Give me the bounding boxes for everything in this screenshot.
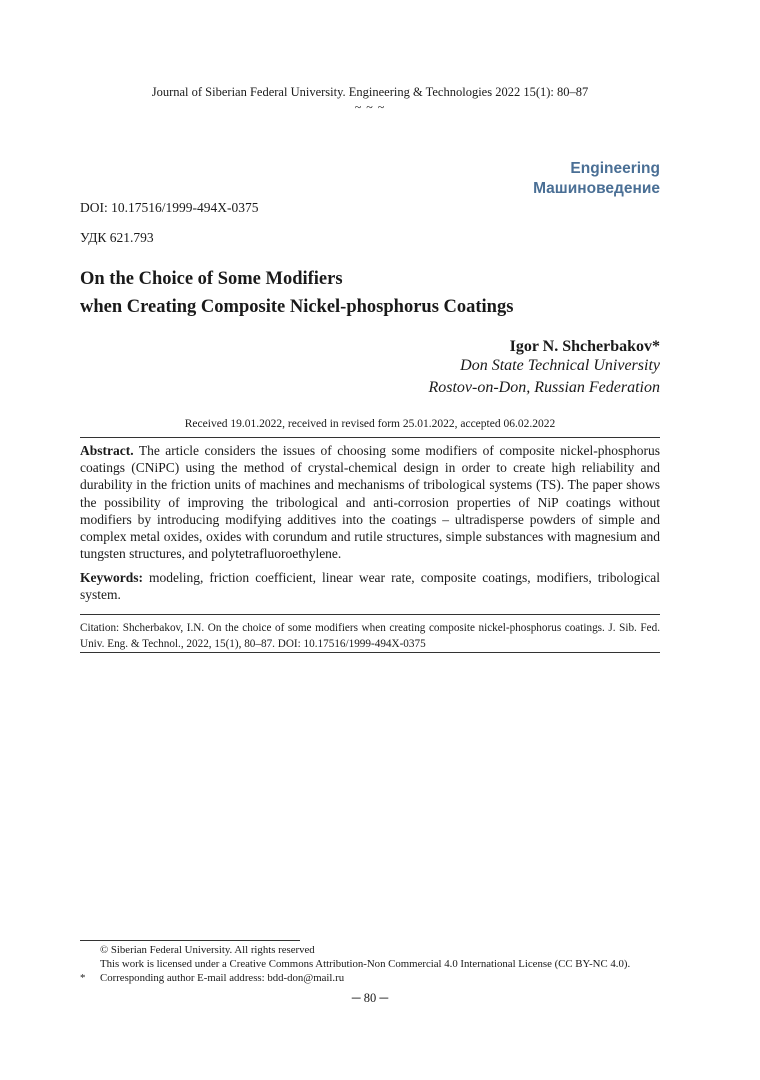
- article-title: [80, 265, 680, 321]
- received-dates: Received 19.01.2022, received in revised form 25.01.2022, accepted 06.02.2022: [184, 418, 556, 430]
- title-line-1: On the Choice of Some Modifiers: [80, 269, 343, 289]
- abstract: [80, 442, 660, 562]
- author-affiliation-institution: Don State Technical University: [460, 357, 660, 374]
- header-ornament: ~ ~ ~: [354, 100, 386, 114]
- footnote-corresponding: [80, 971, 670, 985]
- footnote-license-text: This work is licensed under a Creative Commons Attribution-Non Commercial 4.0 International License (CC BY-NC 4.0).: [100, 958, 631, 970]
- citation: Citation: Shcherbakov, I.N. On the choice of some modifiers when creating composite nickel-phosphorus coatings. J. Sib. Fed. Univ. Eng. & Technol., 2022, 15(1), 80–87. DOI: 10.17516/1999-494X-0375: [80, 622, 660, 650]
- keywords-label: Keywords:: [80, 570, 143, 585]
- divider-top-citation: [80, 614, 660, 615]
- footnote-divider: [80, 940, 300, 941]
- footnote-corresponding-text: Corresponding author E-mail address: bdd-don@mail.ru: [100, 972, 345, 984]
- title-line-2: when Creating Composite Nickel-phosphorus Coatings: [80, 297, 514, 317]
- footnote-asterisk: *: [80, 972, 86, 984]
- author-name: Igor N. Shcherbakov*: [509, 338, 660, 355]
- abstract-text: The article considers the issues of choosing some modifiers of composite nickel-phosphorus coatings (CNiPC) using the method of crystal-chemical design in order to create high reliability and durability in the friction units of machines and mechanisms of tribological systems (TS). The paper shows the possibility of improving the tribological and anti-corrosion properties of NiP coatings without modifiers by introducing modifying additives into the coatings – ultradisperse powders of simple and complex metal oxides, oxides with corundum and rutile structures, simple substances with magnesium and tungsten structures, and polytetrafluoroethylene.: [80, 443, 660, 562]
- divider-top-abstract: [80, 437, 660, 438]
- journal-header: Journal of Siberian Federal University. Engineering & Technologies 2022 15(1): 80–87: [151, 85, 589, 99]
- page-number: ─ 80 ─: [351, 991, 389, 1005]
- author-affiliation-location: Rostov-on-Don, Russian Federation: [428, 379, 660, 396]
- section-label-russian: Машиноведение: [533, 180, 660, 197]
- doi: DOI: 10.17516/1999-494X-0375: [80, 200, 259, 215]
- divider-bottom-citation: [80, 652, 660, 653]
- section-label-english: Engineering: [570, 160, 660, 177]
- keywords: [80, 569, 660, 603]
- footnote-copyright: [80, 943, 670, 957]
- udk: УДК 621.793: [80, 230, 154, 245]
- footnote-copyright-text: © Siberian Federal University. All rights reserved: [100, 944, 315, 956]
- abstract-label: Abstract.: [80, 443, 134, 458]
- keywords-text: modeling, friction coefficient, linear wear rate, composite coatings, modifiers, tribological system.: [80, 570, 660, 603]
- footnote-license: [80, 957, 670, 971]
